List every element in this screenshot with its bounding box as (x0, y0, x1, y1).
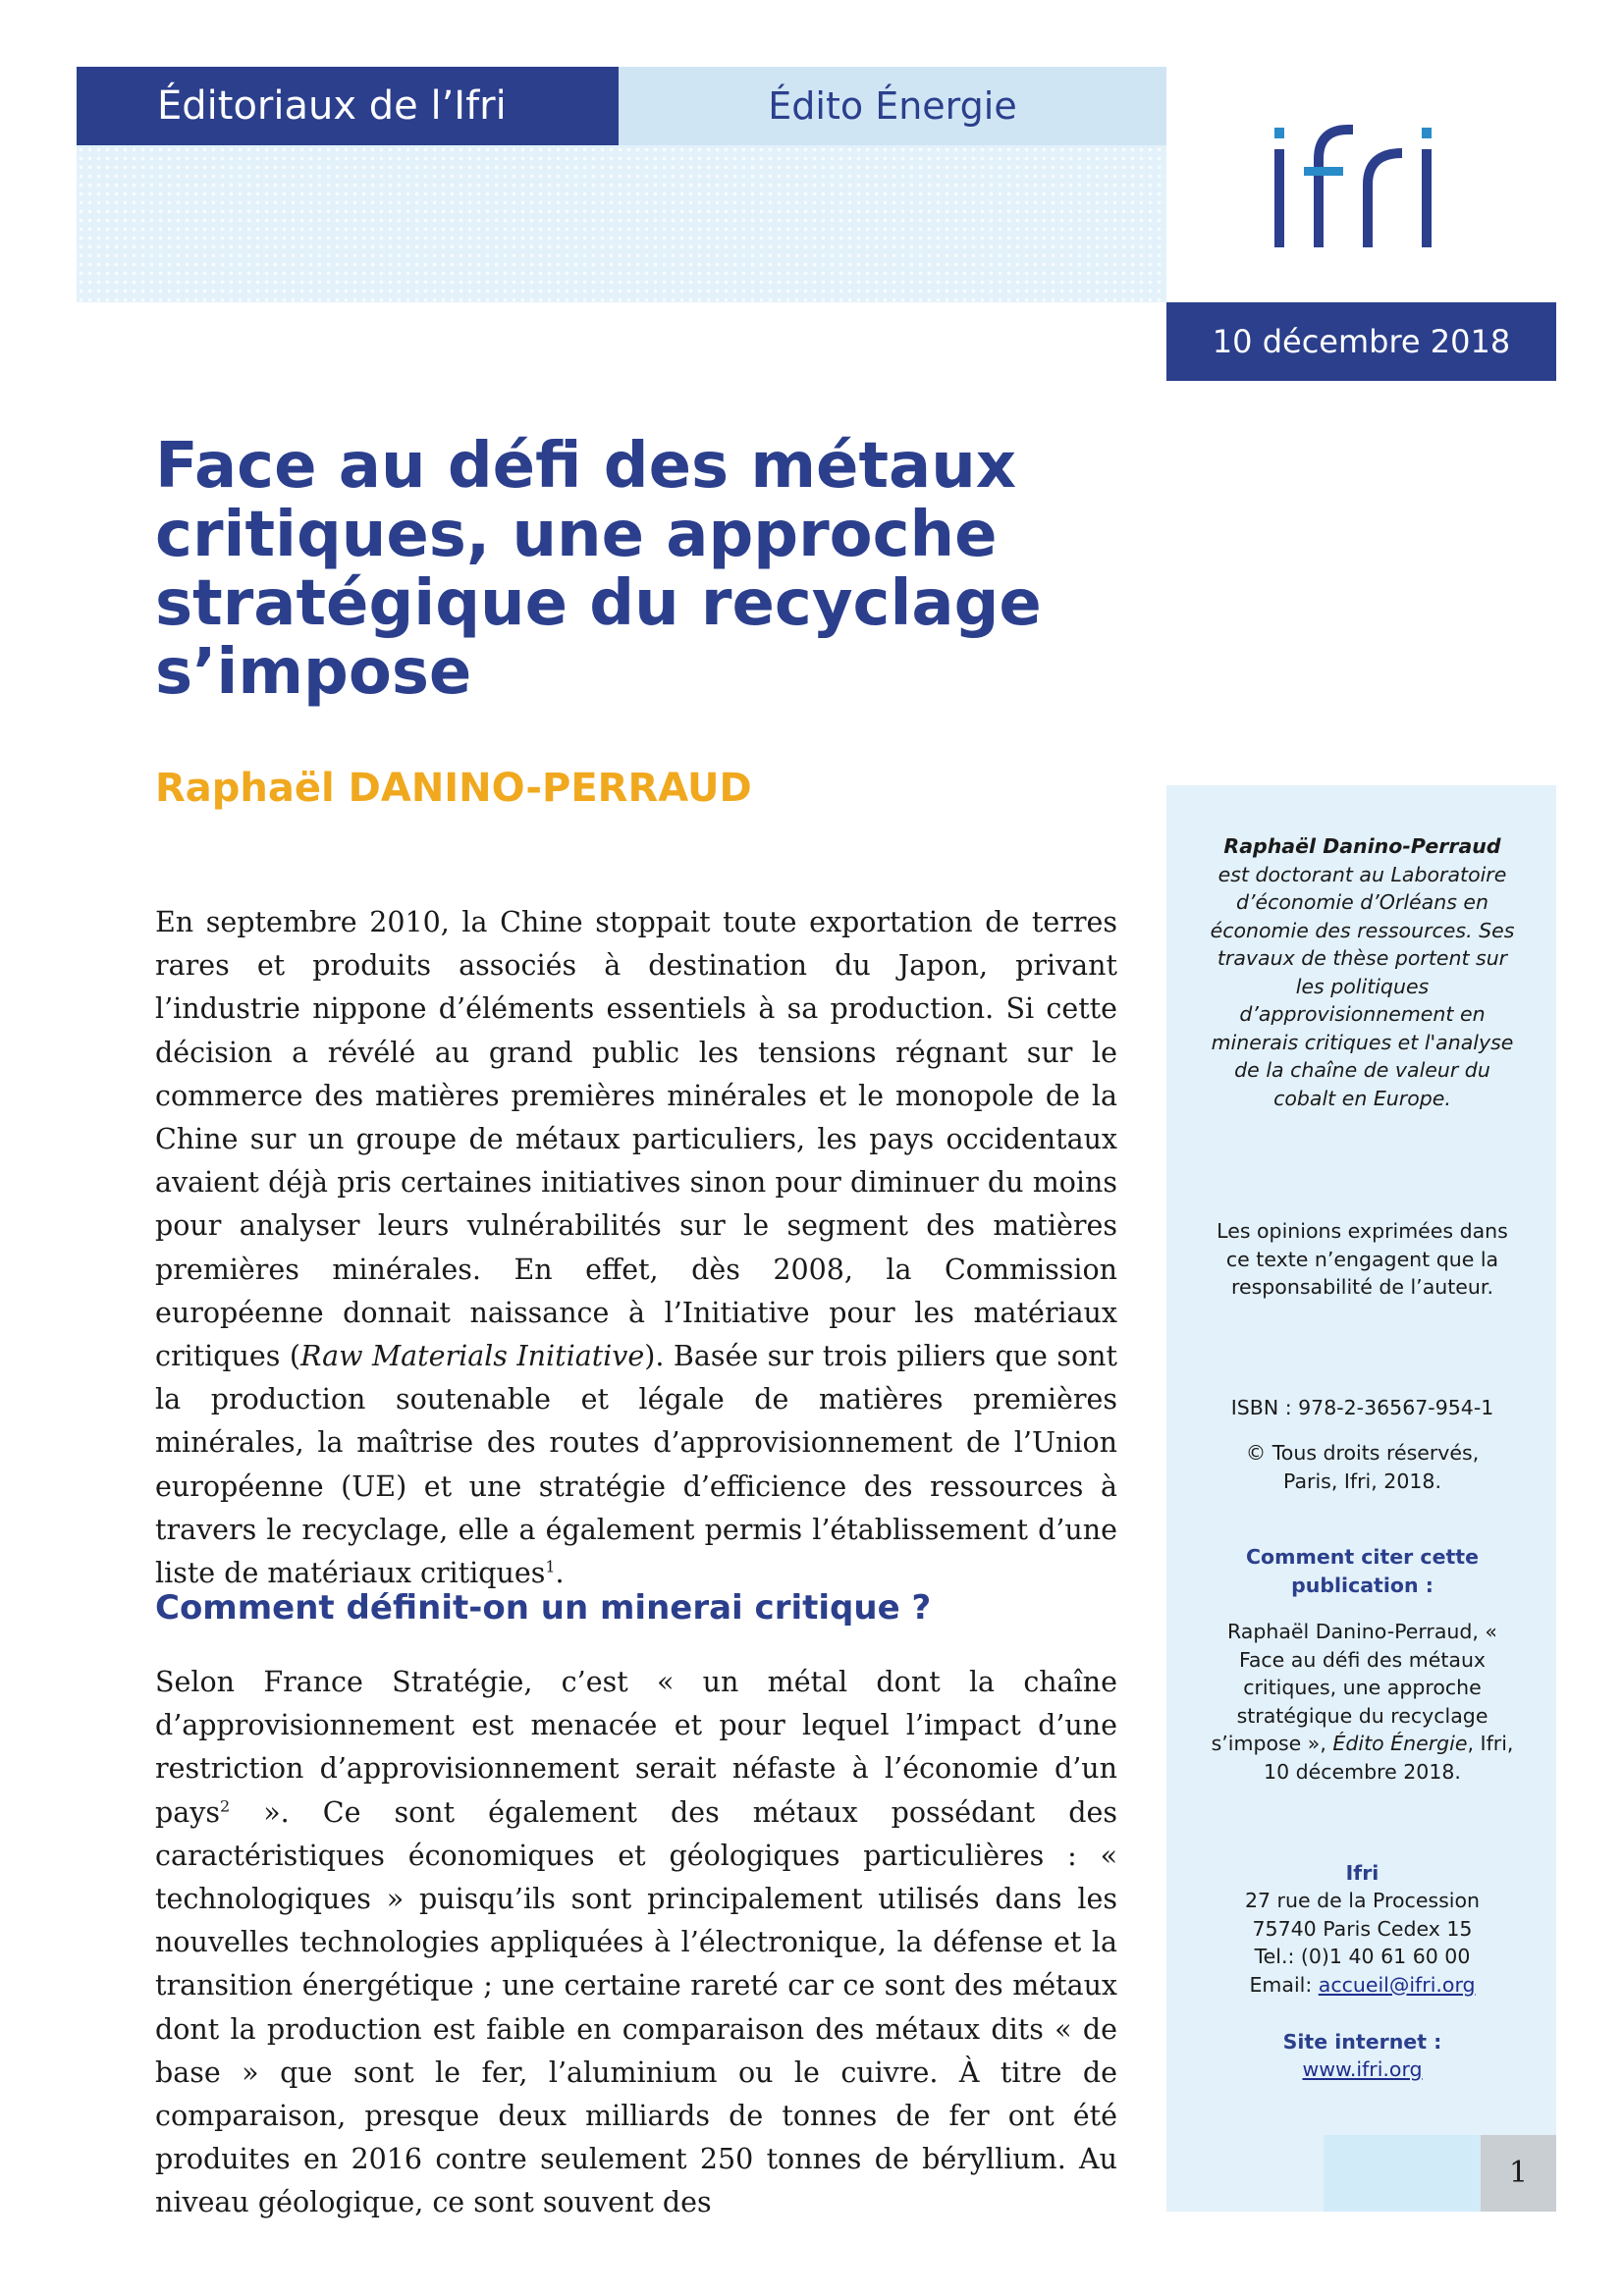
p1-rest: ). Basée sur trois piliers que sont la production soutenable et légale de matières premières minérales, la maîtrise des routes d’approvisionnement de l’Union européenne (UE) et une stratégie d’efficience des ressources à travers le recyclage, elle a également permis l’établissement d’une liste de matériaux critiques (155, 1340, 1117, 1590)
section-heading: Comment définit-on un minerai critique ? (155, 1588, 932, 1628)
org-heading: Ifri (1345, 1861, 1380, 1885)
email-link[interactable]: accueil@ifri.org (1318, 1972, 1476, 1997)
address (1208, 1887, 1517, 1999)
copyright (1208, 1439, 1517, 1495)
paragraph-1 (155, 901, 1117, 1595)
cite-italic: Édito Énergie (1332, 1732, 1468, 1755)
cite-text-2: , Ifri, (1467, 1732, 1514, 1755)
disclaimer: Les opinions exprimées dans ce texte n’engagent que la responsabilité de l’auteur. (1217, 1219, 1508, 1299)
ifri-logo (1166, 108, 1556, 275)
rights-line-1: © Tous droits réservés, (1245, 1441, 1480, 1465)
page-number-band (1324, 2135, 1481, 2212)
p2-rest: ». Ce sont également des métaux possédant des caractéristiques économiques et géologiques particulières : « technologiques » puisqu’ils sont principalement utilisés dans les nouvelles technologies appliquées à l’électronique, la défense et la transition énergétique ; une certaine rareté car ce sont des métaux dont la production est faible en comparaison des métaux dits « de base » que sont le fer, l’aluminium ou le cuivre. À titre de comparaison, presque deux milliards de tonnes de fer ont été produites en 2016 contre seulement 250 tonnes de béryllium. Au niveau géologique, ce sont souvent des (155, 1795, 1117, 2219)
citation (1208, 1618, 1517, 1786)
world-map-dots (77, 145, 1166, 302)
article-author: Raphaël DANINO-PERRAUD (155, 766, 752, 811)
collection-title: Édito Énergie (619, 67, 1166, 145)
publication-date: 10 décembre 2018 (1166, 302, 1556, 381)
article-title: Face au défi des métaux critiques, une approche stratégique du recyclage s’impose (155, 430, 1042, 709)
page-number: 1 (1481, 2135, 1556, 2212)
rights-line-2: Paris, Ifri, 2018. (1283, 1468, 1441, 1493)
address-city: 75740 Paris Cedex 15 (1252, 1916, 1473, 1941)
isbn: ISBN : 978-2-36567-954-1 (1230, 1396, 1494, 1419)
cite-text: Raphaël Danino-Perraud, « Face au défi des métaux critiques, une approche stratégique du recyclage s’impose », (1211, 1620, 1497, 1755)
address-street: 27 rue de la Procession (1244, 1889, 1481, 1912)
bio-name: Raphaël Danino-Perraud (1223, 834, 1501, 858)
site-heading: Site internet : (1282, 2030, 1442, 2054)
site-link[interactable]: www.ifri.org (1302, 2057, 1423, 2081)
site (1208, 2056, 1517, 2084)
cite-date: 10 décembre 2018. (1264, 1759, 1461, 1784)
footnote-ref-2[interactable]: 2 (219, 1796, 231, 1816)
p2-text: Selon France Stratégie, c’est « un métal dont la chaîne d’approvisionnement est menacée et pour lequel l’impact d’une restriction d’approvisionnement serait néfaste à l’économie d’un pays (155, 1666, 1117, 1829)
email-label: Email: (1249, 1972, 1319, 1997)
address-phone: Tel.: (0)1 40 61 60 00 (1254, 1945, 1471, 1968)
bio-text: est doctorant au Laboratoire d’économie d’Orléans en économie des ressources. Ses travaux de thèse portent sur les politiques d’approvisionnement en minerais critiques et l'analyse de la chaîne de valeur du cobalt en Europe. (1210, 862, 1515, 1110)
series-title: Éditoriaux de l’Ifri (77, 67, 619, 145)
author-bio (1208, 832, 1517, 1112)
cite-heading: Comment citer cette publication : (1246, 1545, 1479, 1597)
paragraph-2 (155, 1661, 1117, 2225)
footnote-ref-1[interactable]: 1 (545, 1557, 556, 1576)
p1-end: . (555, 1557, 565, 1590)
p1-text: En septembre 2010, la Chine stoppait toute exportation de terres rares et produits associés à destination du Japon, privant l’industrie nippone d’éléments essentiels à sa production. Si cette décision a révélé au grand public les tensions régnant sur le commerce des matières premières minérales et le monopole de la Chine sur un groupe de métaux particuliers, les pays occidentaux avaient déjà pris certaines initiatives sinon pour diminuer du moins pour analyser leurs vulnérabilités sur le segment des matières premières minérales. En effet, dès 2008, la Commission européenne donnait naissance à l’Initiative pour les matériaux critiques ( (155, 906, 1117, 1373)
p1-italic: Raw Materials Initiative (299, 1340, 645, 1373)
